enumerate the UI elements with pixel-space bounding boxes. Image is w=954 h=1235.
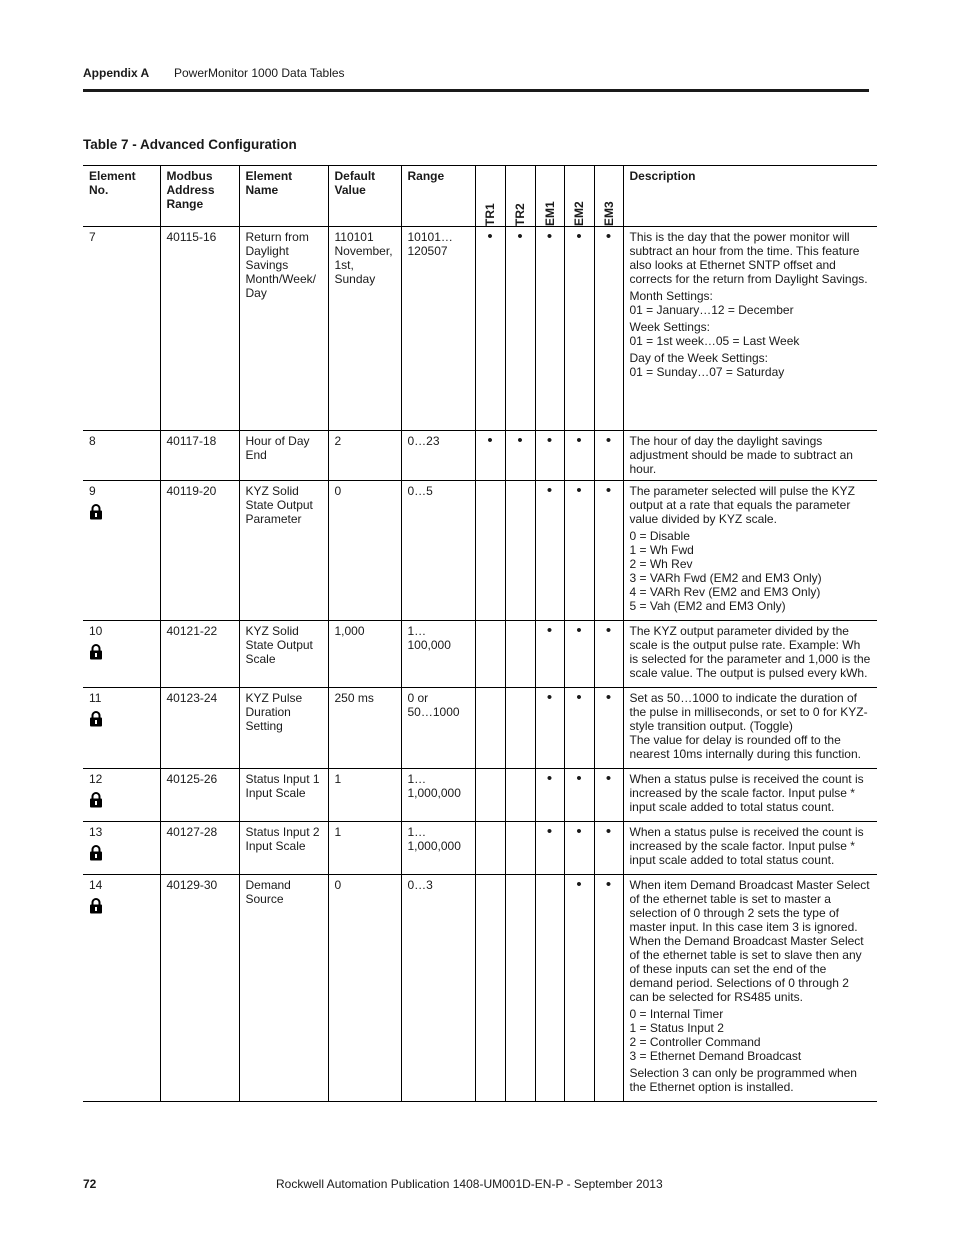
table-row	[83, 621, 877, 688]
cell-em1-mark: •	[535, 822, 564, 875]
description-paragraph: 0 = Disable 1 = Wh Fwd 2 = Wh Rev 3 = VARh Fwd (EM2 and EM3 Only) 4 = VARh Rev (EM2 and EM3 Only) 5 = Vah (EM2 and EM3 Only)	[629, 529, 822, 613]
col-default-value: Default Value	[328, 166, 401, 227]
cell-tr2-mark	[505, 621, 535, 688]
cell-description	[623, 227, 877, 431]
cell-tr1-mark	[475, 481, 505, 621]
cell-element-name: Hour of Day End	[239, 431, 328, 481]
col-tr1: TR1	[475, 166, 505, 227]
publication-info: Rockwell Automation Publication 1408-UM001D-EN-P - September 2013	[276, 1177, 663, 1191]
cell-range: 0…5	[401, 481, 475, 621]
element-no-text: 13	[89, 825, 103, 839]
col-description: Description	[623, 166, 877, 227]
description-paragraph: This is the day that the power monitor will subtract an hour from the time. This feature also looks at Ethernet SNTP offset and corrects for the return from Daylight Savings.	[629, 230, 868, 286]
cell-em3-mark: •	[594, 769, 623, 822]
cell-em1-mark: •	[535, 688, 564, 769]
cell-modbus-address: 40119-20	[160, 481, 239, 621]
description-paragraph: Month Settings: 01 = January…12 = December	[629, 289, 794, 317]
description-paragraph: When a status pulse is received the count is increased by the scale factor. Input pulse * input scale added to total status count.	[629, 825, 864, 867]
cell-description	[623, 481, 877, 621]
cell-element-no	[83, 481, 160, 621]
cell-tr2-mark	[505, 822, 535, 875]
cell-range: 1… 100,000	[401, 621, 475, 688]
cell-em1-mark: •	[535, 227, 564, 431]
description-paragraph: 0 = Internal Timer 1 = Status Input 2 2 = Controller Command 3 = Ethernet Demand Broadcast	[629, 1007, 802, 1063]
lock-icon	[89, 643, 103, 660]
table-header-row	[83, 166, 877, 227]
appendix-label: Appendix A	[83, 66, 150, 80]
cell-range: 0…3	[401, 875, 475, 1102]
cell-tr2-mark	[505, 769, 535, 822]
cell-element-no	[83, 875, 160, 1102]
description-paragraph: The hour of day the daylight savings adjustment should be made to subtract an hour.	[629, 434, 853, 476]
cell-element-no	[83, 769, 160, 822]
advanced-configuration-table	[83, 165, 877, 1102]
cell-em2-mark: •	[564, 769, 594, 822]
page-number: 72	[83, 1177, 97, 1191]
cell-tr1-mark: •	[475, 227, 505, 431]
cell-tr1-mark	[475, 822, 505, 875]
header-rule	[83, 89, 869, 92]
col-range: Range	[401, 166, 475, 227]
page-header	[83, 66, 345, 80]
cell-em2-mark: •	[564, 621, 594, 688]
cell-element-no	[83, 822, 160, 875]
cell-em3-mark: •	[594, 621, 623, 688]
cell-modbus-address: 40115-16	[160, 227, 239, 431]
lock-icon	[89, 844, 103, 861]
cell-element-no	[83, 431, 160, 481]
description-paragraph: The KYZ output parameter divided by the scale is the output pulse rate. Example: Wh is selected for the parameter and 1,000 is the scale value. The output is pulsed every kWh.	[629, 624, 871, 680]
cell-em1-mark: •	[535, 431, 564, 481]
col-tr2: TR2	[505, 166, 535, 227]
cell-modbus-address: 40121-22	[160, 621, 239, 688]
description-paragraph: Selection 3 can only be programmed when the Ethernet option is installed.	[629, 1066, 857, 1094]
cell-range: 10101… 120507	[401, 227, 475, 431]
lock-icon	[89, 791, 103, 808]
cell-default-value: 250 ms	[328, 688, 401, 769]
cell-em1-mark: •	[535, 769, 564, 822]
cell-tr2-mark	[505, 688, 535, 769]
cell-range: 0 or 50…1000	[401, 688, 475, 769]
cell-em3-mark: •	[594, 431, 623, 481]
cell-em3-mark: •	[594, 227, 623, 431]
element-no-text: 11	[89, 691, 102, 705]
cell-tr2-mark	[505, 875, 535, 1102]
cell-element-name: KYZ Solid State Output Parameter	[239, 481, 328, 621]
cell-tr2-mark	[505, 481, 535, 621]
table-row	[83, 431, 877, 481]
cell-em3-mark: •	[594, 875, 623, 1102]
cell-element-name: Status Input 2 Input Scale	[239, 822, 328, 875]
cell-em2-mark: •	[564, 688, 594, 769]
lock-icon	[89, 710, 103, 727]
element-no-text: 14	[89, 878, 103, 892]
cell-description	[623, 688, 877, 769]
cell-range: 0…23	[401, 431, 475, 481]
col-modbus-address: Modbus Address Range	[160, 166, 239, 227]
cell-em3-mark: •	[594, 822, 623, 875]
cell-element-name: Return from Daylight Savings Month/Week/ Day	[239, 227, 328, 431]
cell-element-no	[83, 227, 160, 431]
cell-em1-mark: •	[535, 481, 564, 621]
col-element-no: Element No.	[89, 169, 136, 197]
table-caption: Table 7 - Advanced Configuration	[83, 137, 297, 152]
cell-element-name: KYZ Solid State Output Scale	[239, 621, 328, 688]
cell-default-value: 1,000	[328, 621, 401, 688]
lock-icon	[89, 897, 103, 914]
cell-modbus-address: 40117-18	[160, 431, 239, 481]
cell-tr1-mark	[475, 688, 505, 769]
cell-em3-mark: •	[594, 688, 623, 769]
cell-em1-mark	[535, 875, 564, 1102]
description-paragraph: Week Settings: 01 = 1st week…05 = Last Week	[629, 320, 800, 348]
section-title: PowerMonitor 1000 Data Tables	[174, 66, 345, 80]
description-paragraph: Set as 50…1000 to indicate the duration of the pulse in milliseconds, or set to 0 for KYZ-style transition output. (Toggle) The value for delay is rounded off to the nearest 10ms internally during this function.	[629, 691, 868, 761]
cell-modbus-address: 40125-26	[160, 769, 239, 822]
table-row	[83, 769, 877, 822]
cell-em3-mark: •	[594, 481, 623, 621]
cell-default-value: 0	[328, 481, 401, 621]
element-no-text: 10	[89, 624, 103, 638]
cell-tr1-mark: •	[475, 431, 505, 481]
table-row	[83, 227, 877, 431]
cell-tr1-mark	[475, 875, 505, 1102]
cell-tr2-mark: •	[505, 227, 535, 431]
cell-element-name: Demand Source	[239, 875, 328, 1102]
table-row	[83, 688, 877, 769]
cell-modbus-address: 40127-28	[160, 822, 239, 875]
description-paragraph: The parameter selected will pulse the KYZ output at a rate that equals the parameter value divided by KYZ scale.	[629, 484, 855, 526]
table-row	[83, 481, 877, 621]
cell-element-name: KYZ Pulse Duration Setting	[239, 688, 328, 769]
cell-description	[623, 875, 877, 1102]
cell-default-value: 2	[328, 431, 401, 481]
cell-description	[623, 822, 877, 875]
element-no-text: 9	[89, 484, 96, 498]
element-no-text: 8	[89, 434, 96, 448]
cell-element-name: Status Input 1 Input Scale	[239, 769, 328, 822]
cell-modbus-address: 40129-30	[160, 875, 239, 1102]
col-element-name: Element Name	[239, 166, 328, 227]
cell-em2-mark: •	[564, 875, 594, 1102]
cell-range: 1… 1,000,000	[401, 822, 475, 875]
cell-tr1-mark	[475, 769, 505, 822]
table-row	[83, 822, 877, 875]
cell-default-value: 0	[328, 875, 401, 1102]
cell-em2-mark: •	[564, 481, 594, 621]
cell-em1-mark: •	[535, 621, 564, 688]
description-paragraph: When item Demand Broadcast Master Select of the ethernet table is set to master a selection of 0 through 2 sets the type of master input. In this case item 3 is ignored. When the Demand Broadcast Master Select of the ethernet table is set to slave then any of these inputs can set the end of the demand period. Selections of 0 through 2 can be selected for RS485 units.	[629, 878, 870, 1004]
col-em1: EM1	[535, 166, 564, 227]
cell-tr2-mark: •	[505, 431, 535, 481]
cell-em2-mark: •	[564, 431, 594, 481]
col-em3: EM3	[594, 166, 623, 227]
table-row	[83, 875, 877, 1102]
cell-tr1-mark	[475, 621, 505, 688]
cell-description	[623, 769, 877, 822]
cell-em2-mark: •	[564, 227, 594, 431]
cell-element-no	[83, 621, 160, 688]
lock-icon	[89, 503, 103, 520]
col-em2: EM2	[564, 166, 594, 227]
cell-default-value: 1	[328, 822, 401, 875]
description-paragraph: When a status pulse is received the count is increased by the scale factor. Input pulse * input scale added to total status count.	[629, 772, 864, 814]
description-paragraph: Day of the Week Settings: 01 = Sunday…07 = Saturday	[629, 351, 785, 379]
cell-em2-mark: •	[564, 822, 594, 875]
element-no-text: 12	[89, 772, 103, 786]
cell-element-no	[83, 688, 160, 769]
element-no-text: 7	[89, 230, 96, 244]
cell-default-value: 1	[328, 769, 401, 822]
cell-default-value: 110101 November, 1st, Sunday	[328, 227, 401, 431]
cell-range: 1… 1,000,000	[401, 769, 475, 822]
cell-description	[623, 431, 877, 481]
cell-modbus-address: 40123-24	[160, 688, 239, 769]
cell-description	[623, 621, 877, 688]
